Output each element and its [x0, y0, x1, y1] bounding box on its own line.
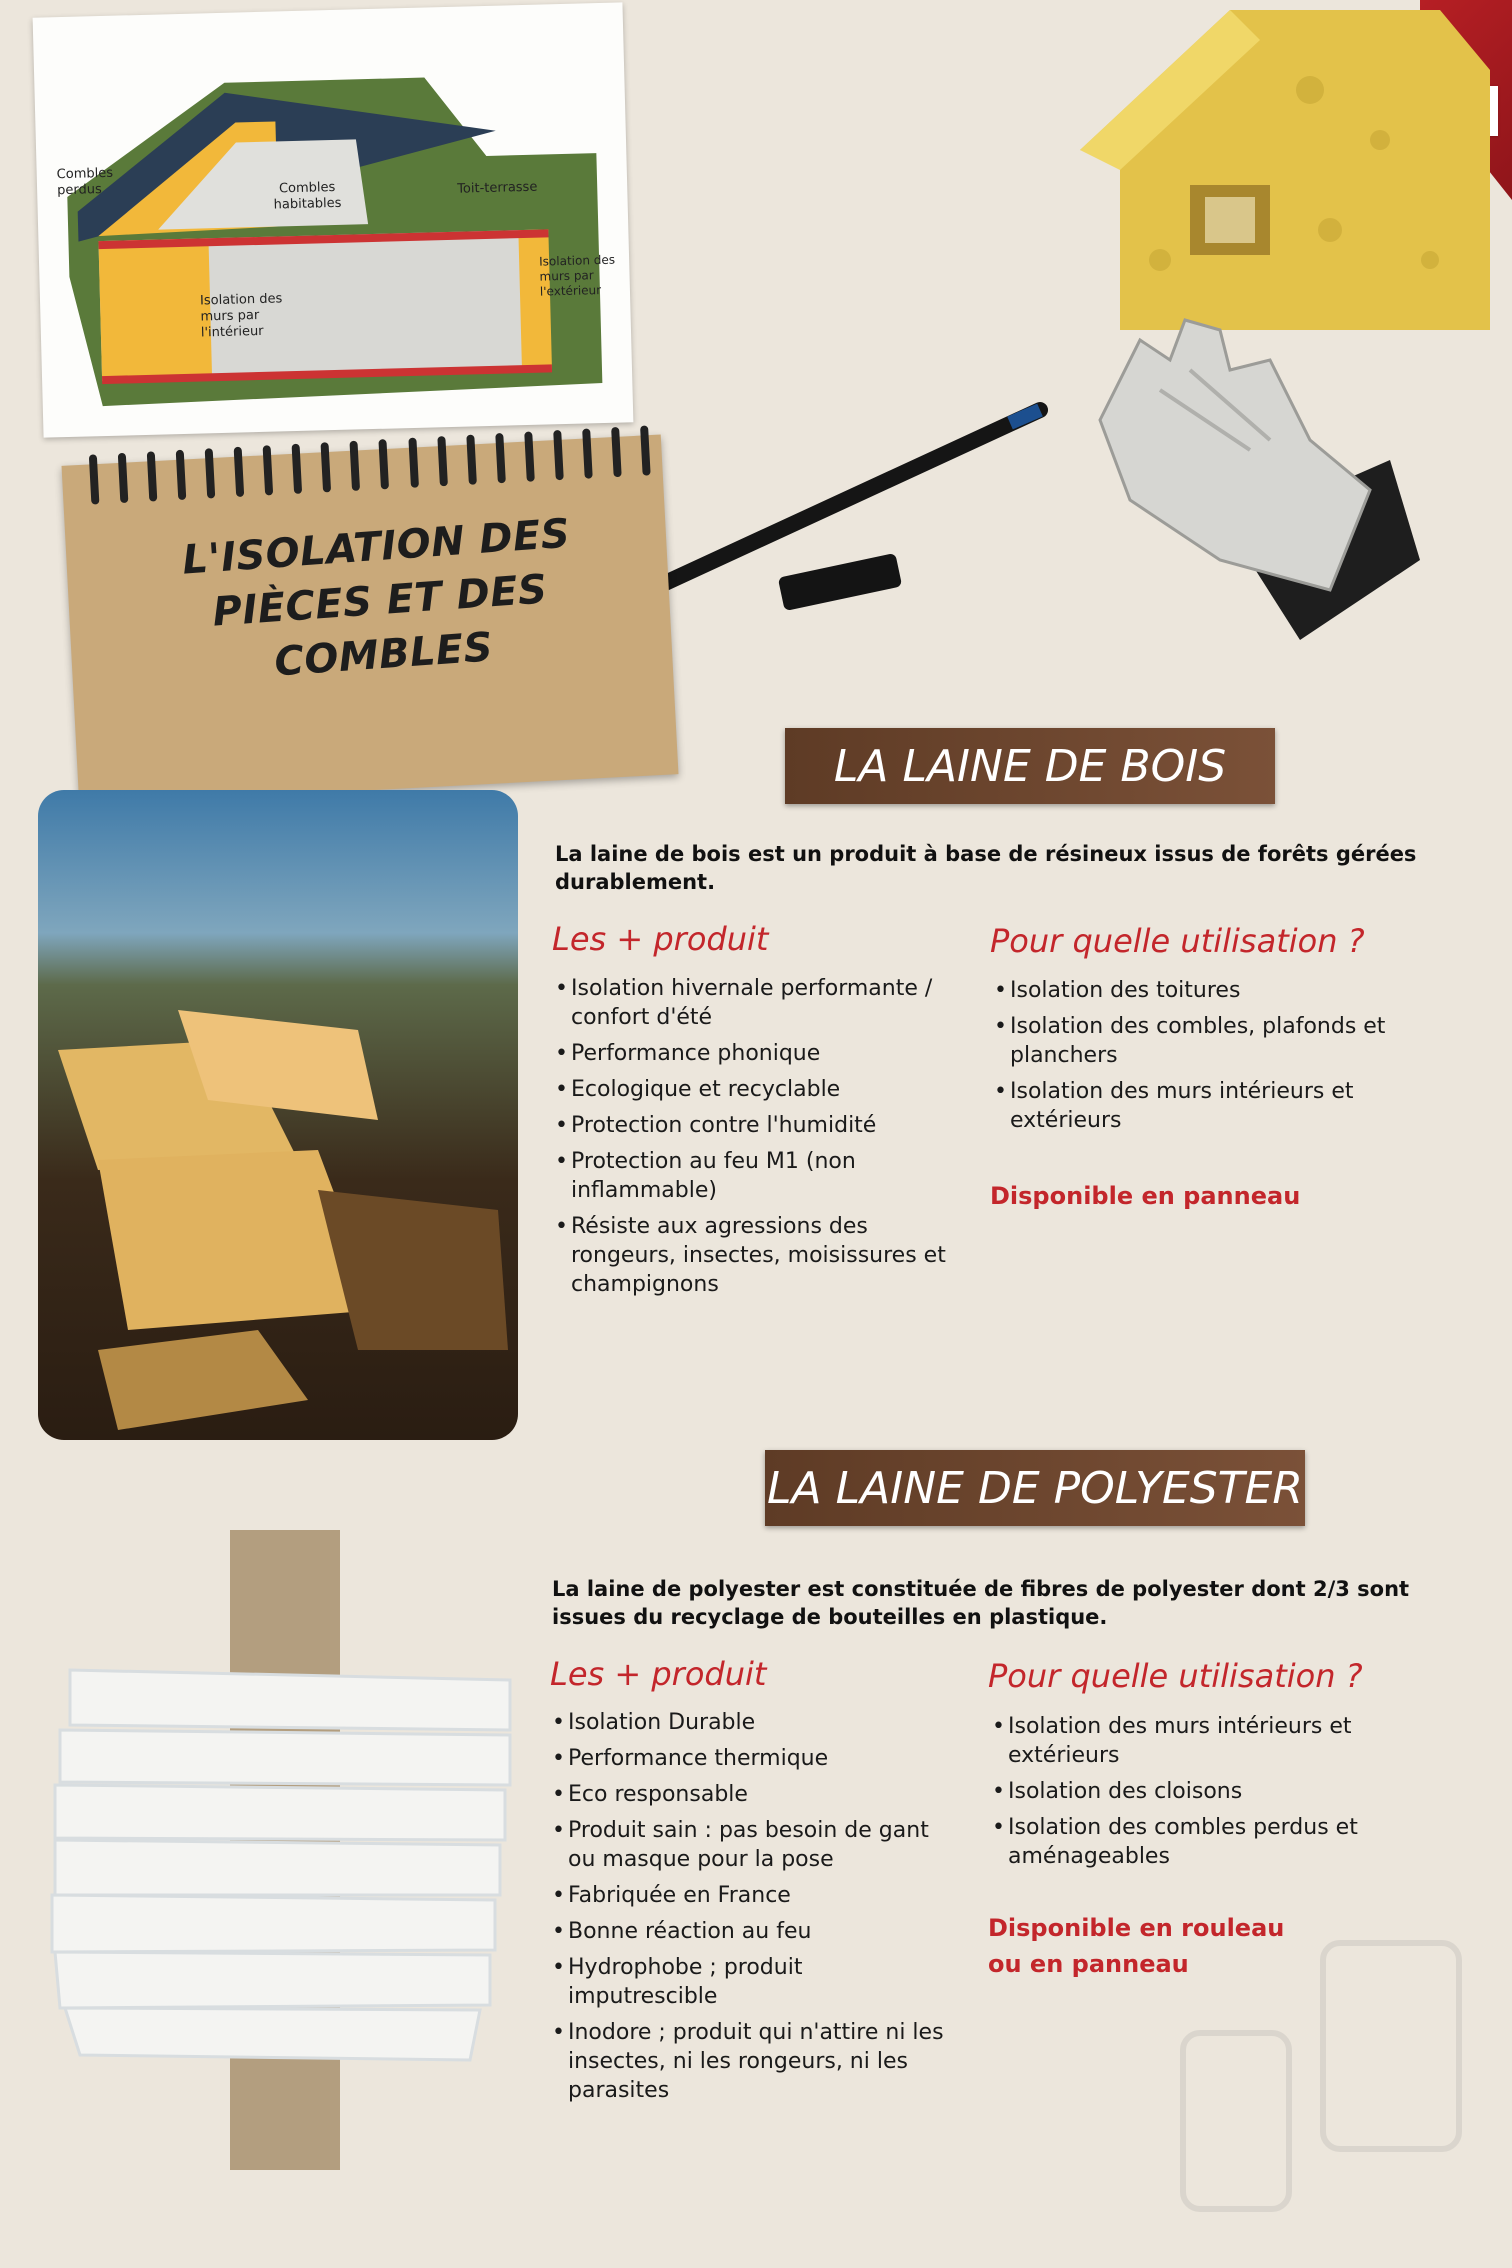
list-item: • Fabriquée en France: [552, 1881, 952, 1910]
polyester-wool-plus-list: [552, 1708, 952, 2112]
list-item: • Isolation des toitures: [994, 976, 1404, 1005]
wood-wool-usage-list: [994, 976, 1404, 1142]
label-toit-terrasse: Toit-terrasse: [457, 179, 538, 197]
label-combles-habitables: Combles habitables: [273, 179, 342, 213]
label-combles-perdus: Combles perdus: [56, 165, 114, 199]
wood-wool-photo: [38, 790, 518, 1440]
list-item: • Protection contre l'humidité: [555, 1111, 955, 1140]
polyester-wool-usage-list: [992, 1712, 1402, 1878]
wood-wool-intro: La laine de bois est un produit à base de résineux issus de forêts gérées durablement.: [555, 842, 1417, 894]
polyester-wool-usage-title: Pour quelle utilisation ?: [988, 1657, 1363, 1695]
list-item: • Performance phonique: [555, 1039, 955, 1068]
list-item: • Inodore ; produit qui n'attire ni les insectes, ni les rongeurs, ni les parasites: [552, 2018, 952, 2105]
label-isolation-exterieur: Isolation des murs par l'extérieur: [538, 252, 616, 299]
polyester-wool-availability: Disponible en rouleau ou en panneau: [988, 1914, 1285, 1978]
section-banner-laine-de-polyester: LA LAINE DE POLYESTER: [765, 1450, 1305, 1526]
felt-pen-photo: [630, 390, 1060, 630]
list-item: • Isolation des murs intérieurs et extérieurs: [994, 1077, 1404, 1135]
house-section-diagram: [33, 2, 634, 437]
list-item: • Isolation des combles, plafonds et planchers: [994, 1012, 1404, 1070]
wood-wool-plus-title: Les + produit: [552, 920, 769, 958]
list-item: • Protection au feu M1 (non inflammable): [555, 1147, 955, 1205]
house-diagram-card: [33, 2, 634, 437]
section-banner-laine-de-bois: LA LAINE DE BOIS: [785, 728, 1275, 804]
polyester-wool-intro: La laine de polyester est constituée de fibres de polyester dont 2/3 sont issues du recyclage de bouteilles en plastique.: [552, 1577, 1410, 1629]
list-item: • Produit sain : pas besoin de gant ou masque pour la pose: [552, 1816, 952, 1874]
list-item: • Isolation hivernale performante / confort d'été: [555, 974, 955, 1032]
wood-wool-availability: Disponible en panneau: [990, 1182, 1301, 1210]
label-isolation-interieur: Isolation des murs par l'intérieur: [199, 291, 283, 341]
list-item: • Bonne réaction au feu: [552, 1917, 952, 1946]
list-item: • Hydrophobe ; produit imputrescible: [552, 1953, 952, 2011]
work-gloves-photo: [1070, 300, 1430, 650]
list-item: • Résiste aux agressions des rongeurs, insectes, moisissures et champignons: [555, 1212, 955, 1299]
polyester-wool-photo: [40, 1530, 520, 2170]
polyester-wool-plus-title: Les + produit: [550, 1655, 767, 1693]
notebook-title: L'ISOLATION DES PIÈCES ET DES COMBLES: [180, 510, 572, 686]
list-item: • Isolation des combles perdus et aménageables: [992, 1813, 1402, 1871]
wood-wool-usage-title: Pour quelle utilisation ?: [990, 922, 1365, 960]
wood-wool-plus-list: [555, 974, 955, 1306]
bleed-through-logo: [1320, 1940, 1462, 2152]
insulation-house-illustration: [1060, 0, 1510, 330]
list-item: • Isolation des cloisons: [992, 1777, 1402, 1806]
list-item: • Ecologique et recyclable: [555, 1075, 955, 1104]
bleed-through-logo: [1180, 2030, 1292, 2212]
list-item: • Isolation Durable: [552, 1708, 952, 1737]
list-item: • Performance thermique: [552, 1744, 952, 1773]
list-item: • Eco responsable: [552, 1780, 952, 1809]
list-item: • Isolation des murs intérieurs et extérieurs: [992, 1712, 1402, 1770]
